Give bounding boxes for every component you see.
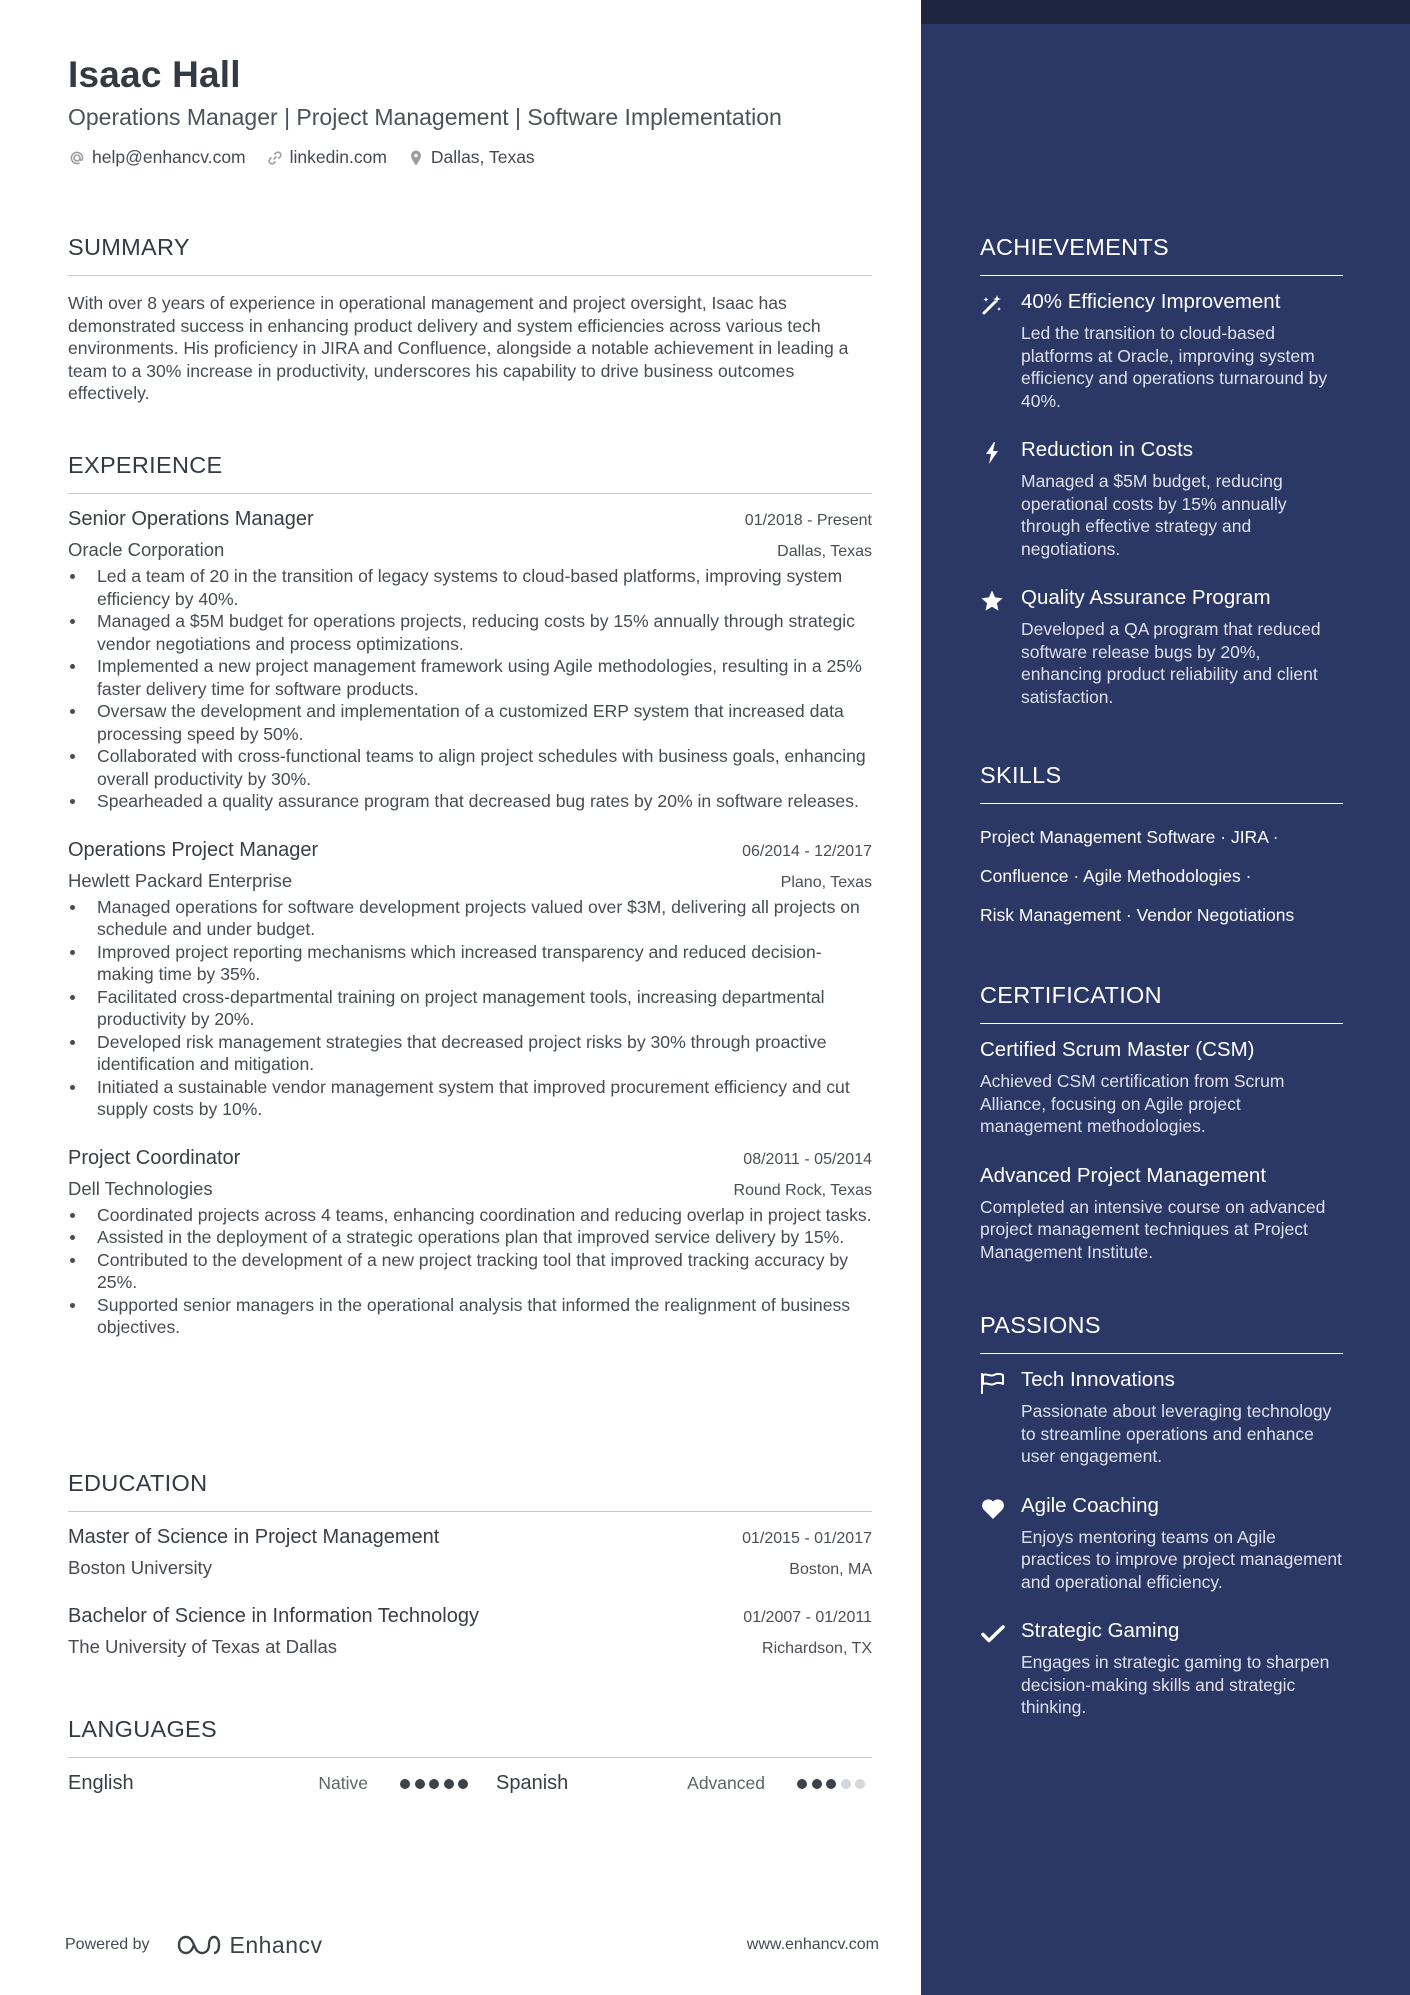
degree-title: Bachelor of Science in Information Technology — [68, 1605, 479, 1627]
achievement-description: Led the transition to cloud-based platforms at Oracle, improving system efficiency and operations turnaround by 40%. — [1021, 323, 1328, 411]
achievement-title: 40% Efficiency Improvement — [1021, 290, 1281, 313]
certification-description: Completed an intensive course on advanced project management techniques at Project Management Institute. — [980, 1196, 1326, 1262]
certification-item — [980, 1164, 1343, 1264]
achievements-section — [980, 234, 1343, 708]
job-location: Round Rock, Texas — [733, 1181, 872, 1199]
rating-dot-empty — [855, 1779, 865, 1789]
job-bullet: Implemented a new project management framework using Agile methodologies, resulting in a 25% faster delivery time for software products. — [68, 655, 872, 700]
passions-section — [980, 1312, 1343, 1719]
achievement-title: Quality Assurance Program — [1021, 586, 1271, 609]
job-bullet: Assisted in the deployment of a strategic operations plan that improved service delivery by 15%. — [68, 1226, 872, 1249]
job-company: Hewlett Packard Enterprise — [68, 869, 293, 891]
job-bullet: Managed a $5M budget for operations projects, reducing costs by 15% annually through strategic vendor negotiations and process optimizations. — [68, 610, 872, 655]
job-bullets — [68, 565, 872, 813]
education-heading: EDUCATION — [68, 1470, 872, 1512]
achievement-item — [980, 290, 1343, 412]
job-bullet: Spearheaded a quality assurance program that decreased bug rates by 20% in software releases. — [68, 790, 872, 813]
rating-dot-filled — [826, 1779, 836, 1789]
education-dates: 01/2015 - 01/2017 — [742, 1530, 872, 1547]
sidebar — [921, 0, 1410, 1995]
skills-list — [980, 818, 1343, 935]
job-bullet: Supported senior managers in the operational analysis that informed the realignment of business objectives. — [68, 1294, 872, 1339]
magic-wand-icon — [980, 293, 1004, 317]
job-company: Dell Technologies — [68, 1177, 213, 1199]
link-icon — [266, 149, 284, 167]
star-icon — [980, 589, 1004, 613]
skills-heading: SKILLS — [980, 762, 1343, 804]
candidate-name: Isaac Hall — [68, 54, 241, 95]
job-dates: 06/2014 - 12/2017 — [742, 842, 872, 860]
certification-title: Advanced Project Management — [980, 1163, 1267, 1187]
contact-bar — [68, 147, 888, 168]
job-bullet: Collaborated with cross-functional teams to align project schedules with business goals, enhancing overall productivity by 30%. — [68, 745, 872, 790]
job-bullet: Facilitated cross-departmental training on project management tools, increasing departmental productivity by 20%. — [68, 986, 872, 1031]
passion-description: Enjoys mentoring teams on Agile practices to improve project management and operational efficiency. — [1021, 1526, 1342, 1592]
job-title: Project Coordinator — [68, 1146, 241, 1169]
enhancv-logo[interactable] — [176, 1932, 323, 1959]
location-pin-icon — [407, 149, 425, 167]
achievements-heading: ACHIEVEMENTS — [980, 234, 1343, 276]
language-name: Spanish — [496, 1772, 569, 1794]
rating-dot-filled — [797, 1779, 807, 1789]
rating-dot-filled — [400, 1779, 410, 1789]
rating-dot-filled — [444, 1779, 454, 1789]
contact-linkedin[interactable] — [266, 147, 387, 168]
certification-title: Certified Scrum Master (CSM) — [980, 1038, 1255, 1061]
job-bullet: Improved project reporting mechanisms which increased transparency and reduced decision-making time by 35%. — [68, 941, 872, 986]
skills-line: Confluence · Agile Methodologies · — [980, 866, 1252, 886]
job-title: Operations Project Manager — [68, 838, 319, 861]
job-bullet: Coordinated projects across 4 teams, enhancing coordination and reducing overlap in project tasks. — [68, 1204, 872, 1227]
job-dates: 08/2011 - 05/2014 — [743, 1150, 872, 1168]
language-level: Advanced — [687, 1773, 765, 1793]
achievement-description: Developed a QA program that reduced software release bugs by 20%, enhancing product reliability and client satisfaction. — [1021, 619, 1321, 707]
email-text: help@enhancv.com — [92, 147, 246, 167]
summary-text: With over 8 years of experience in operational management and project oversight, Isaac has demonstrated success in enhancing product delivery and system efficiencies across various tech environments. His proficiency in JIRA and Confluence, alongside a notable achievement in leading a team to a 30% increase in productivity, underscores his capability to drive business outcomes effectively. — [68, 293, 849, 403]
job-bullet: Oversaw the development and implementation of a customized ERP system that increased data processing speed by 50%. — [68, 700, 872, 745]
experience-heading: EXPERIENCE — [68, 452, 872, 494]
passion-description: Passionate about leveraging technology to streamline operations and enhance user engagement. — [1021, 1401, 1332, 1466]
candidate-tagline: Operations Manager | Project Management | Software Implementation — [68, 104, 782, 130]
achievement-item — [980, 586, 1343, 708]
certification-description: Achieved CSM certification from Scrum Alliance, focusing on Agile project management methodologies. — [980, 1071, 1285, 1136]
passion-title: Strategic Gaming — [1021, 1619, 1180, 1642]
linkedin-text: linkedin.com — [289, 147, 387, 167]
certification-section — [980, 982, 1343, 1263]
job-bullets — [68, 1204, 872, 1339]
rating-dot-filled — [415, 1779, 425, 1789]
school-name: The University of Texas at Dallas — [68, 1636, 338, 1657]
language-rating — [400, 1779, 473, 1789]
passion-item — [980, 1619, 1343, 1719]
education-section — [68, 1470, 872, 1658]
school-name: Boston University — [68, 1557, 212, 1578]
at-sign-icon — [68, 149, 86, 167]
job-location: Dallas, Texas — [777, 543, 872, 560]
certification-item — [980, 1038, 1343, 1138]
summary-heading: SUMMARY — [68, 234, 872, 276]
language-entry — [496, 1772, 872, 1795]
job-bullet: Contributed to the development of a new project tracking tool that improved tracking accuracy by 25%. — [68, 1249, 872, 1294]
flag-icon — [980, 1371, 1006, 1395]
education-entry — [68, 1605, 872, 1658]
resume-header — [68, 54, 888, 168]
school-location: Boston, MA — [789, 1561, 872, 1578]
summary-section — [68, 234, 872, 405]
job-bullet: Initiated a sustainable vendor management system that improved procurement efficiency and cut supply costs by 10%. — [68, 1076, 872, 1121]
job-dates: 01/2018 - Present — [744, 512, 872, 529]
job-bullet: Led a team of 20 in the transition of legacy systems to cloud-based platforms, improving system efficiency by 40%. — [68, 565, 872, 610]
achievement-item — [980, 438, 1343, 560]
rating-dot-empty — [841, 1779, 851, 1789]
job-entry — [68, 508, 872, 813]
language-rating — [797, 1779, 870, 1789]
rating-dot-filled — [458, 1779, 468, 1789]
skills-line: Risk Management · Vendor Negotiations — [980, 905, 1295, 925]
rating-dot-filled — [429, 1779, 439, 1789]
checkmark-icon — [980, 1622, 1006, 1646]
languages-heading: LANGUAGES — [68, 1716, 872, 1758]
achievement-title: Reduction in Costs — [1021, 438, 1194, 461]
skills-line: Project Management Software · JIRA · — [980, 827, 1279, 847]
job-entry — [68, 1147, 872, 1339]
heart-icon — [980, 1497, 1006, 1521]
language-entry — [68, 1772, 496, 1795]
job-location: Plano, Texas — [780, 873, 872, 891]
language-level: Native — [318, 1773, 368, 1793]
job-bullet: Developed risk management strategies that decreased project risks by 30% through proactive identification and mitigation. — [68, 1031, 872, 1076]
job-company: Oracle Corporation — [68, 539, 225, 560]
job-title: Senior Operations Manager — [68, 508, 314, 530]
sidebar-top-bar — [921, 0, 1410, 24]
certification-heading: CERTIFICATION — [980, 982, 1343, 1024]
powered-by-label: Powered by — [65, 1936, 150, 1953]
passion-title: Tech Innovations — [1021, 1368, 1175, 1391]
passion-description: Engages in strategic gaming to sharpen decision-making skills and strategic thinking. — [1021, 1652, 1330, 1717]
languages-row — [68, 1772, 872, 1795]
passion-item — [980, 1368, 1343, 1468]
experience-section — [68, 452, 872, 1339]
lightning-bolt-icon — [980, 441, 1004, 465]
contact-location — [407, 147, 535, 168]
passion-title: Agile Coaching — [1021, 1493, 1159, 1517]
degree-title: Master of Science in Project Management — [68, 1526, 440, 1548]
passions-heading: PASSIONS — [980, 1312, 1343, 1354]
rating-dot-filled — [812, 1779, 822, 1789]
skills-section — [980, 762, 1343, 935]
footer-website[interactable]: www.enhancv.com — [746, 1936, 879, 1953]
enhancv-logo-mark-icon — [176, 1932, 224, 1958]
education-dates: 01/2007 - 01/2011 — [743, 1609, 872, 1626]
school-location: Richardson, TX — [762, 1640, 872, 1657]
achievement-description: Managed a $5M budget, reducing operational costs by 15% annually through effective strategy and negotiations. — [1021, 471, 1287, 559]
language-name: English — [68, 1772, 134, 1794]
contact-email[interactable] — [68, 147, 246, 168]
job-entry — [68, 839, 872, 1121]
footer — [65, 1930, 879, 1960]
location-text: Dallas, Texas — [430, 147, 535, 167]
education-entry — [68, 1526, 872, 1579]
languages-section — [68, 1716, 872, 1795]
enhancv-brand-text: Enhancv — [229, 1931, 323, 1958]
passion-item — [980, 1494, 1343, 1594]
job-bullets — [68, 896, 872, 1121]
powered-by — [65, 1932, 323, 1959]
job-bullet: Managed operations for software development projects valued over $3M, delivering all projects on schedule and under budget. — [68, 896, 872, 941]
